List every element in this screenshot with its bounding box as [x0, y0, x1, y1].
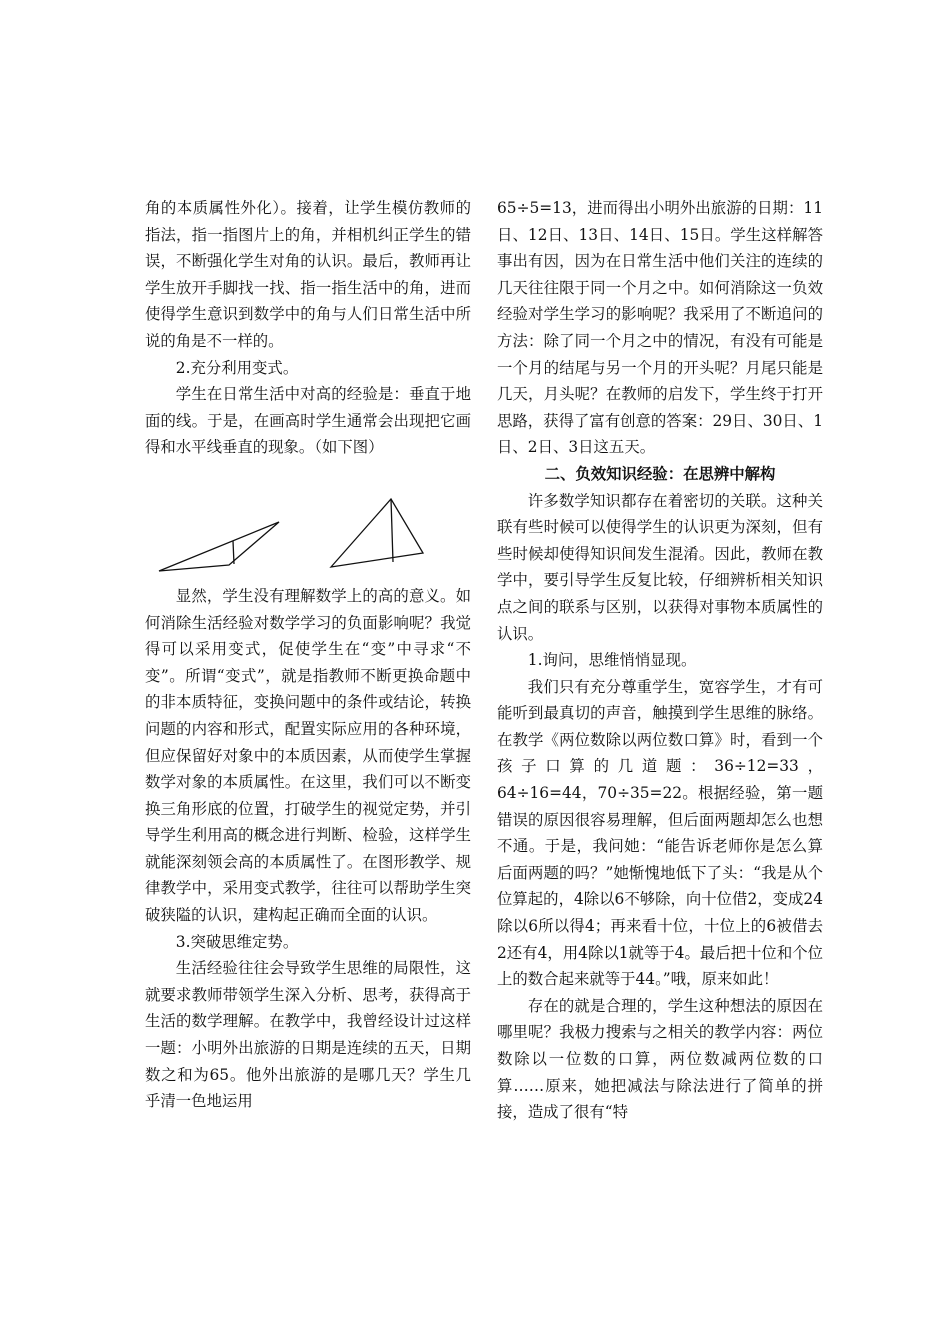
right-paragraph-3: 我们只有充分尊重学生，宽容学生，才有可能听到最真切的声音，触摸到学生思维的脉络。在教学《两位数除以两位数口算》时，看到一个孩子口算的几道题：36÷12=33，64÷16=44，70÷35=22。根据经验，第一题错误的原因很容易理解，但后面两题却怎么也想不通。于是，我问她：“能告诉老师你是怎么算后面两题的吗？”她惭愧地低下了头：“我是从个位算起的，4除以6不够除，向十位借2，变成24除以6所以得4；再来看十位，十位上的6被借去2还有4，用4除以1就等于4。最后把十位和个位上的数合起来就等于44。”哦，原来如此！: [497, 677, 823, 989]
obtuse-triangle-shape: [159, 522, 279, 571]
left-paragraph-3: 显然，学生没有理解数学上的高的意义。如何消除生活经验对数学学习的负面影响呢？我觉得可以采用变式，促使学生在“变”中寻求“不变”。所谓“变式”，就是指教师不断更换命题中的非本质特征，变换问题中的条件或结论，转换问题的内容和形式，配置实际应用的各种环境，但应保留好对象中的本质因素，从而使学生掌握数学对象的本质属性。在这里，我们可以不断变换三角形底的位置，打破学生的视觉定势，并引导学生利用高的概念进行判断、检验，这样学生就能深刻领会高的本质属性了。在图形教学、规律教学中，采用变式教学，往往可以帮助学生突破狭隘的认识，建构起正确而全面的认识。: [145, 586, 471, 925]
right-paragraph-1: 65÷5=13，进而得出小明外出旅游的日期：11日、12日、13日、14日、15日。学生这样解答事出有因，因为在日常生活中他们关注的连续的几天往往限于同一个月之中。如何消除这一负效经验对学生学习的影响呢？我采用了不断追问的方法：除了同一个月之中的情况，有没有可能是一个月的结尾与另一个月的开头呢？月尾只能是几天，月头呢？在教师的启发下，学生终于打开思路，获得了富有创意的答案：29日、30日、1日、2日、3日这五天。: [497, 199, 823, 457]
left-paragraph-4: 生活经验往往会导致学生思维的局限性，这就要求教师带领学生深入分析、思考，获得高于生活的数学理解。在教学中，我曾经设计过这样一题：小明外出旅游的日期是连续的五天，日期数之和为65。他外出旅游的是哪几天？学生几乎清一色地运用: [145, 959, 471, 1111]
right-paragraph-4: 存在的就是合理的，学生这种想法的原因在哪里呢？我极力搜索与之相关的教学内容：两位数除以一位数的口算，两位数减两位数的口算……原来，她把减法与除法进行了简单的拼接，造成了很有“特: [497, 996, 823, 1122]
right-subheading-1: 1.询问，思维悄悄显现。: [527, 651, 697, 670]
triangle-heights-figure: [145, 467, 471, 579]
left-subheading-3: 3.突破思维定势。: [175, 932, 299, 951]
obtuse-triangle-height-line: [233, 541, 234, 564]
right-column: [497, 195, 823, 1126]
left-column: [145, 195, 471, 1115]
left-paragraph-2: 学生在日常生活中对高的经验是：垂直于地面的线。于是，在画高时学生通常会出现把它画得和水平线垂直的现象。（如下图）: [145, 385, 471, 457]
right-paragraph-2: 许多数学知识都存在着密切的关联。这种关联有些时候可以使得学生的认识更为深刻，但有些时候却使得知识间发生混淆。因此，教师在教学中，要引导学生反复比较，仔细辨析相关知识点之间的联系与区别，以获得对事物本质属性的认识。: [497, 491, 823, 643]
left-subheading-2: 2.充分利用变式。: [175, 358, 299, 377]
section-heading: 二、负效知识经验：在思辨中解构: [544, 464, 776, 483]
acute-triangle-height-line: [391, 499, 393, 562]
acute-triangle-shape: [331, 499, 423, 567]
left-paragraph-1: 角的本质属性外化）。接着，让学生模仿教师的指法，指一指图片上的角，并相机纠正学生的错误，不断强化学生对角的认识。最后，教师再让学生放开手脚找一找、指一指生活中的角，进而使得学生意识到数学中的角与人们日常生活中所说的角是不一样的。: [145, 199, 471, 350]
